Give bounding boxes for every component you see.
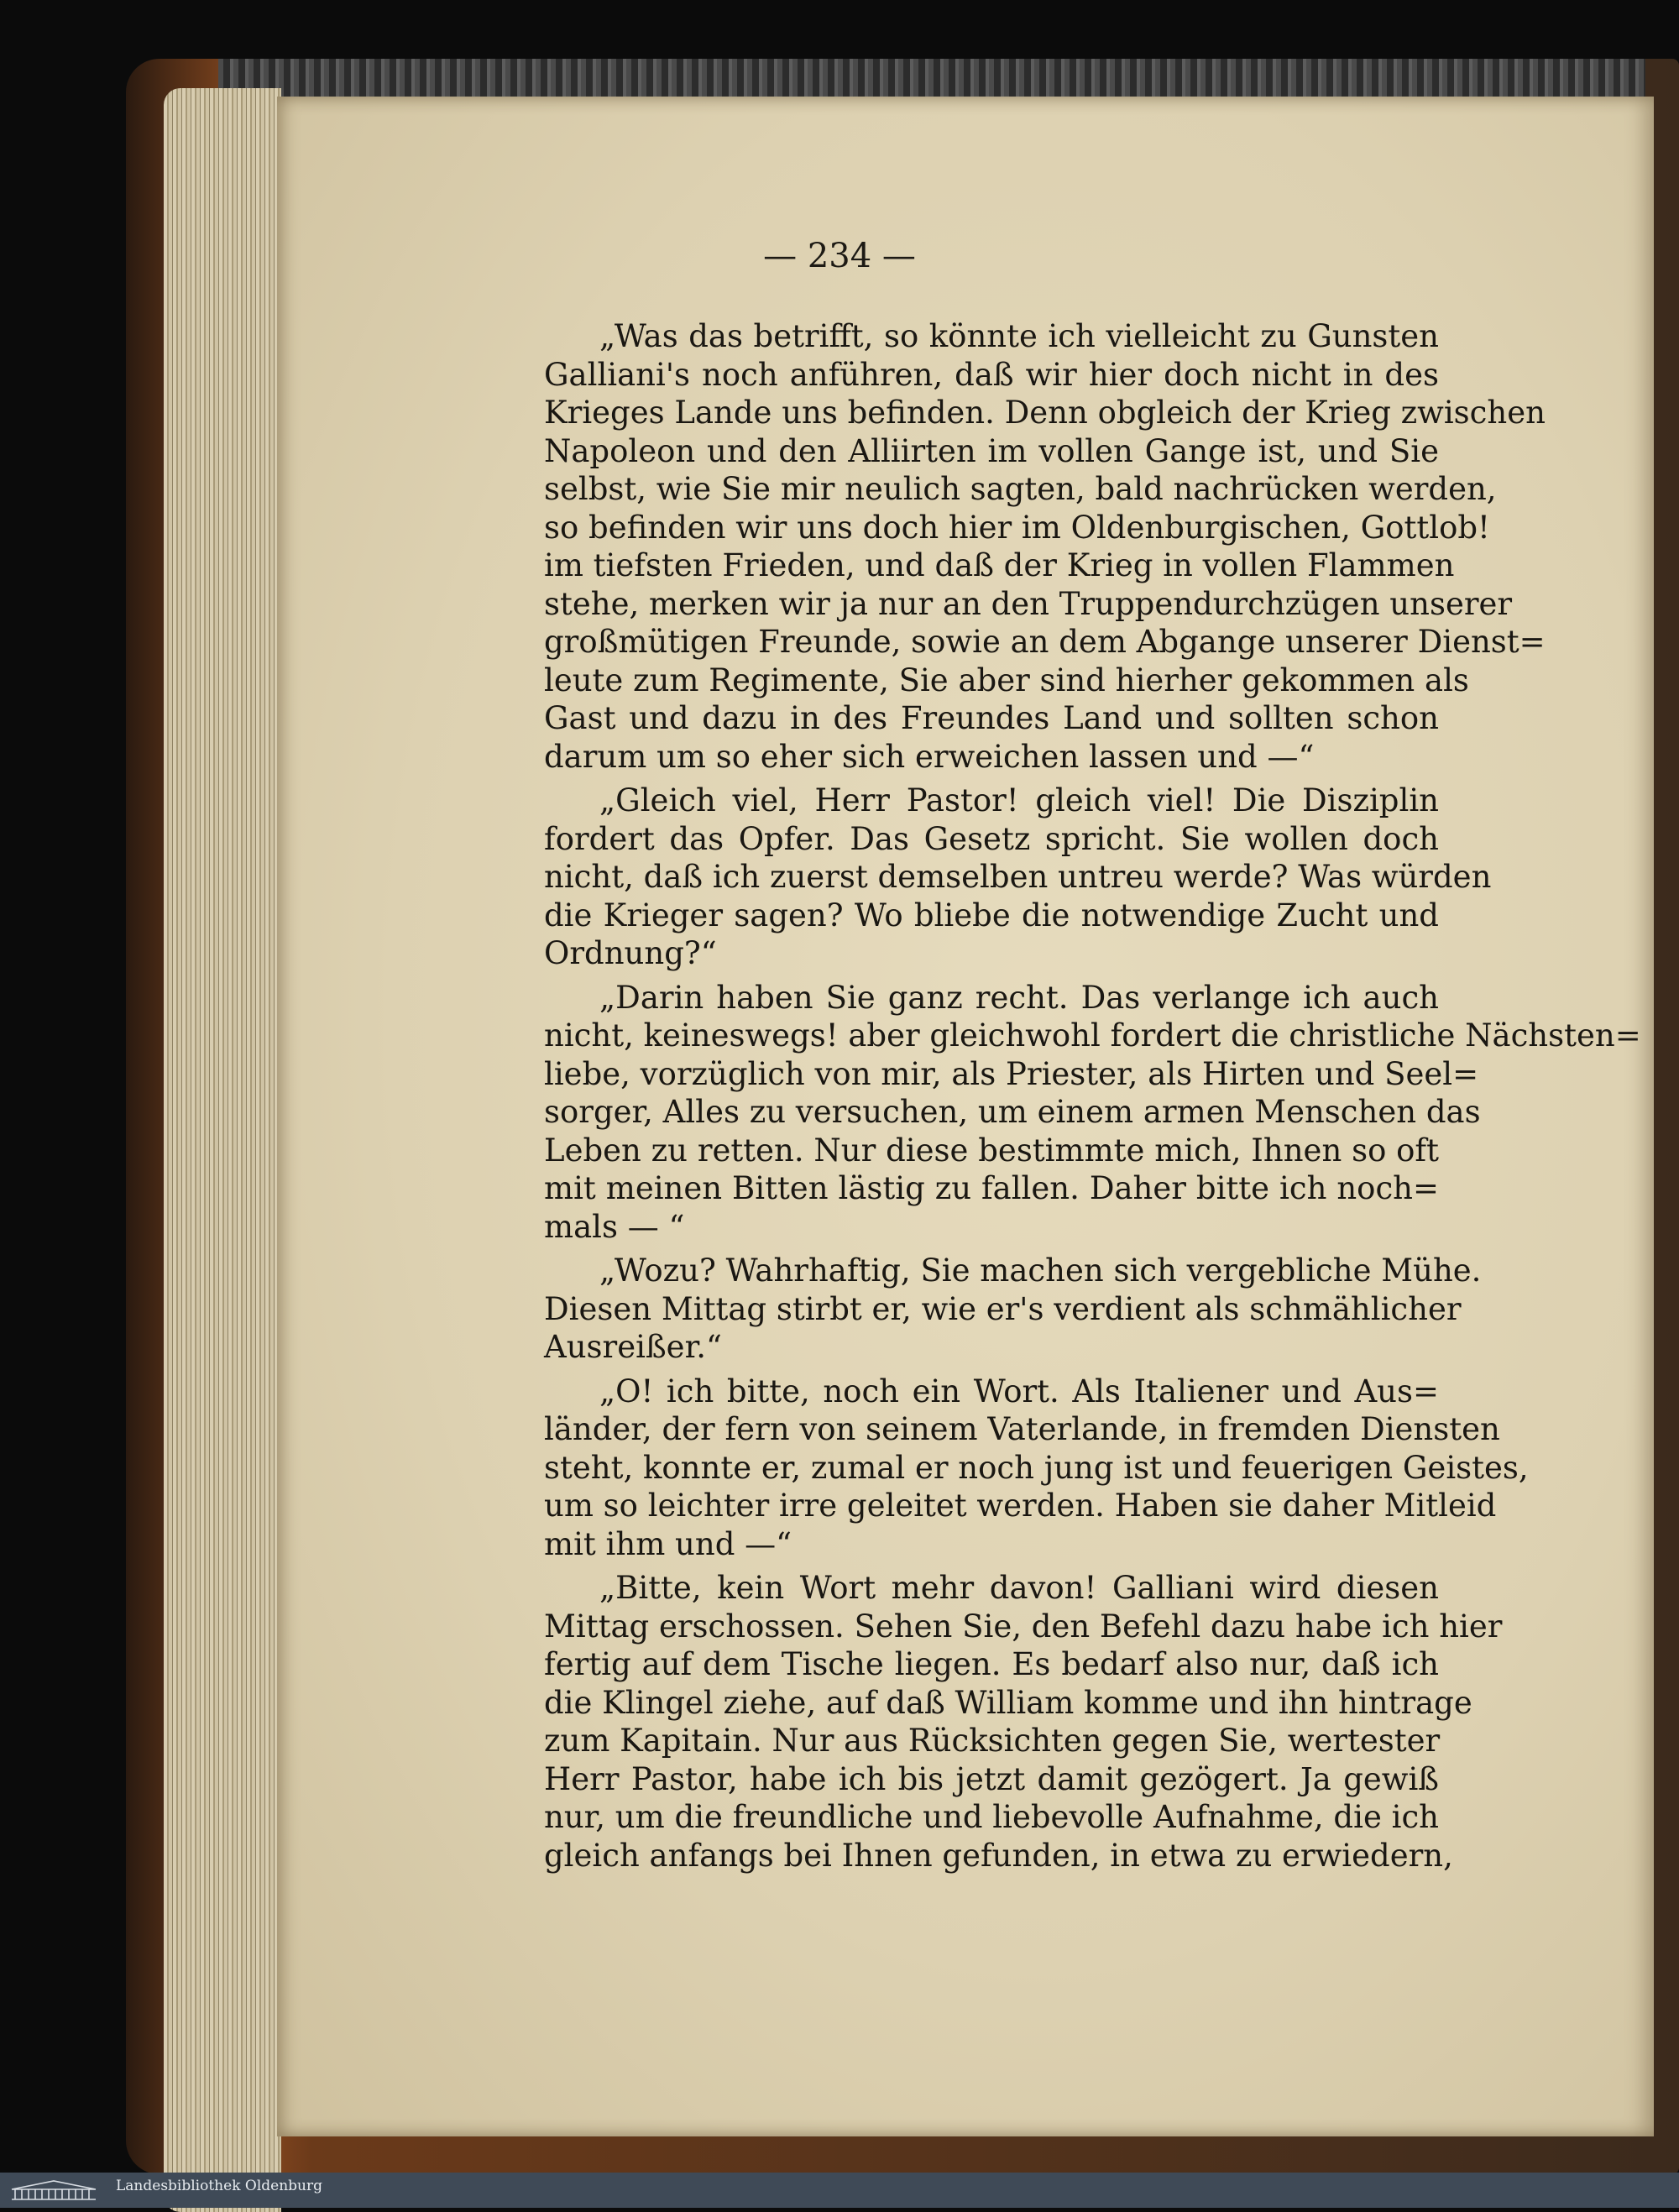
library-building-icon: [10, 2179, 97, 2201]
text-line: „Was das betrifft, so könnte ich vielleicht zu Gunsten: [599, 318, 1439, 354]
text-line: nur, um die freundliche und liebevolle Aufnahme, die ich: [544, 1799, 1439, 1835]
text-line: leute zum Regimente, Sie aber sind hierher gekommen als: [544, 662, 1469, 698]
paragraph: [544, 782, 1492, 973]
text-line: „Bitte, kein Wort mehr davon! Galliani wird diesen: [599, 1570, 1439, 1606]
paragraph-gap: [544, 1563, 1439, 1569]
text-line: liebe, vorzüglich von mir, als Priester, als Hirten und Seel=: [544, 1055, 1479, 1092]
text-line: fordert das Opfer. Das Gesetz spricht. Sie wollen doch: [544, 820, 1439, 857]
text-line: Galliani's noch anführen, daß wir hier doch nicht in des: [544, 356, 1439, 393]
text-line: gleich anfangs bei Ihnen gefunden, in etwa zu erwiedern,: [544, 1837, 1453, 1874]
footer-bar: [0, 2173, 1679, 2208]
paragraph-gap: [544, 973, 1439, 979]
page-text: [544, 317, 1641, 1875]
text-line: nicht, daß ich zuerst demselben untreu werde? Was würden: [544, 859, 1492, 895]
paragraph: [544, 317, 1546, 776]
text-line: die Klingel ziehe, auf daß William komme und ihn hintrage: [544, 1684, 1472, 1721]
footer-library-name: Landesbibliothek Oldenburg: [116, 2178, 323, 2194]
paragraph: [544, 1373, 1529, 1564]
text-line: um so leichter irre geleitet werden. Haben sie daher Mitleid: [544, 1488, 1497, 1524]
text-line: Napoleon und den Alliirten im vollen Gange ist, und Sie: [544, 432, 1439, 469]
page-edges: [164, 88, 281, 2212]
text-line: steht, konnte er, zumal er noch jung ist und feuerigen Geistes,: [544, 1449, 1529, 1486]
text-line: länder, der fern von seinem Vaterlande, in fremden Diensten: [544, 1411, 1500, 1447]
text-line: mit meinen Bitten lästig zu fallen. Daher bitte ich noch=: [544, 1170, 1439, 1206]
text-line: mals — “: [544, 1208, 685, 1245]
text-line: großmütigen Freunde, sowie an dem Abgange unserer Dienst=: [544, 624, 1546, 660]
text-line: stehe, merken wir ja nur an den Truppendurchzügen unserer: [544, 585, 1513, 622]
text-line: Ordnung?“: [544, 935, 717, 971]
paragraph: [544, 1252, 1482, 1367]
text-line: die Krieger sagen? Wo bliebe die notwendige Zucht und: [544, 897, 1439, 933]
text-line: im tiefsten Frieden, und daß der Krieg in vollen Flammen: [544, 547, 1455, 583]
text-line: Mittag erschossen. Sehen Sie, den Befehl dazu habe ich hier: [544, 1608, 1503, 1645]
text-line: Diesen Mittag stirbt er, wie er's verdient als schmählicher: [544, 1290, 1462, 1327]
text-line: „Wozu? Wahrhaftig, Sie machen sich vergebliche Mühe.: [599, 1252, 1482, 1289]
page-number: — 234 —: [763, 237, 916, 275]
text-line: Krieges Lande uns befinden. Denn obgleich der Krieg zwischen: [544, 395, 1546, 431]
text-line: „Darin haben Sie ganz recht. Das verlange ich auch: [599, 979, 1439, 1016]
paragraph-gap: [544, 776, 1439, 782]
text-line: Ausreißer.“: [544, 1329, 722, 1365]
text-line: selbst, wie Sie mir neulich sagten, bald nachrücken werden,: [544, 471, 1497, 507]
text-line: mit ihm und —“: [544, 1525, 792, 1562]
text-line: „O! ich bitte, noch ein Wort. Als Italiener und Aus=: [599, 1373, 1439, 1409]
paragraph-gap: [544, 1367, 1439, 1373]
text-line: sorger, Alles zu versuchen, um einem armen Menschen das: [544, 1094, 1481, 1130]
text-line: so befinden wir uns doch hier im Oldenburgischen, Gottlob!: [544, 509, 1490, 546]
paragraph: [544, 979, 1641, 1247]
text-line: fertig auf dem Tische liegen. Es bedarf also nur, daß ich: [544, 1646, 1439, 1682]
text-line: Herr Pastor, habe ich bis jetzt damit gezögert. Ja gewiß: [544, 1760, 1439, 1797]
text-line: Gast und dazu in des Freundes Land und sollten schon: [544, 700, 1439, 736]
text-line: nicht, keineswegs! aber gleichwohl fordert die christliche Nächsten=: [544, 1017, 1641, 1054]
text-line: Leben zu retten. Nur diese bestimmte mich, Ihnen so oft: [544, 1132, 1439, 1169]
paragraph: [544, 1569, 1503, 1875]
text-line: zum Kapitain. Nur aus Rücksichten gegen Sie, wertester: [544, 1723, 1441, 1759]
paragraph-gap: [544, 1246, 1439, 1252]
text-line: „Gleich viel, Herr Pastor! gleich viel! Die Disziplin: [599, 782, 1439, 818]
text-line: darum um so eher sich erweichen lassen und —“: [544, 738, 1315, 775]
